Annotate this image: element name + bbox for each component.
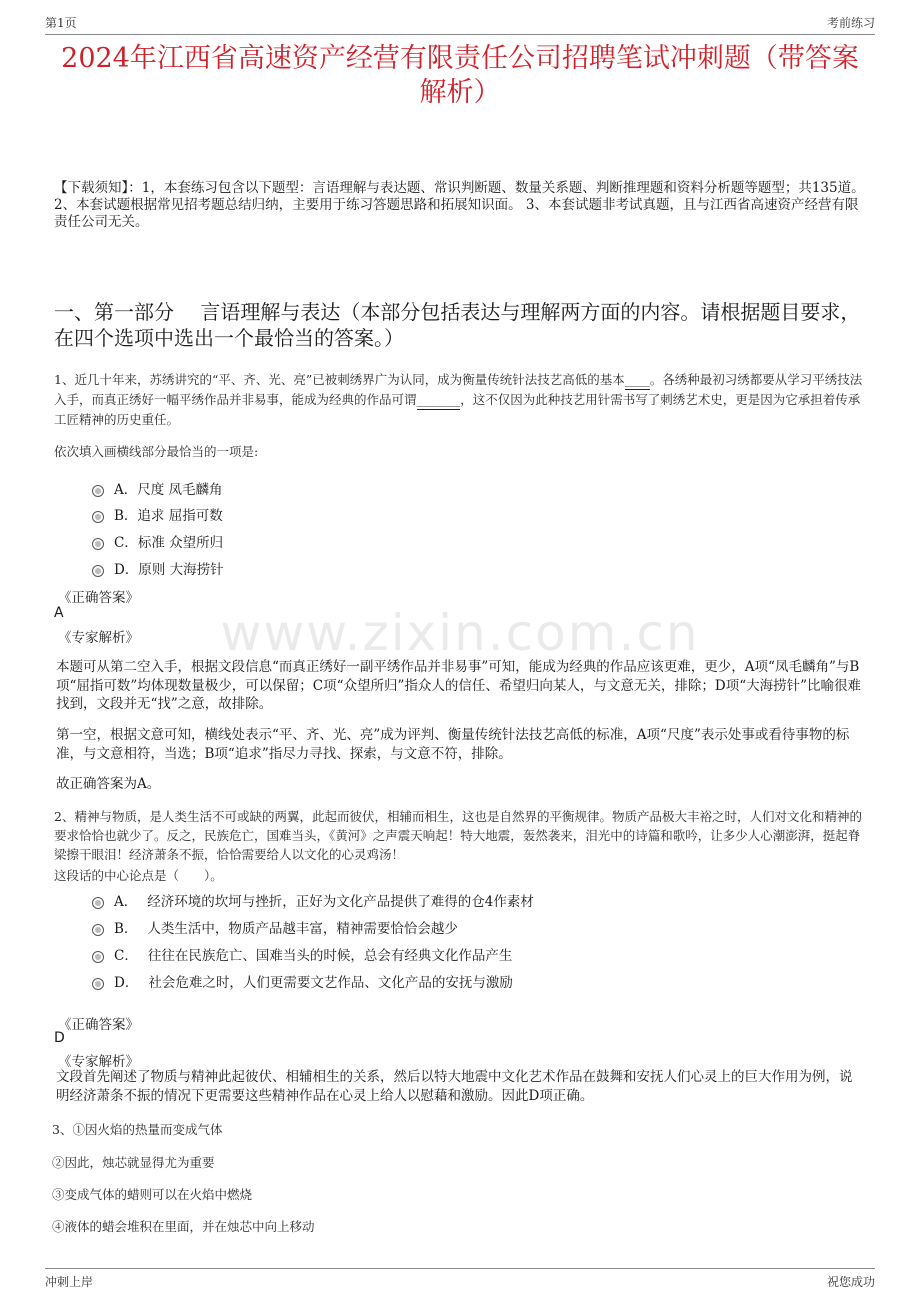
question-3-item-2: ②因此，烛芯就显得尤为重要 xyxy=(52,1155,215,1170)
option-letter: D． xyxy=(114,562,139,578)
page-footer xyxy=(45,1268,875,1291)
radio-icon[interactable] xyxy=(92,897,104,909)
radio-icon[interactable] xyxy=(92,565,104,577)
radio-icon[interactable] xyxy=(92,951,104,963)
question-1-option-d[interactable] xyxy=(92,558,224,578)
question-2-prompt: 这段话的中心论点是（ ）。 xyxy=(54,868,223,883)
question-1-blank-2: _______ xyxy=(417,390,461,410)
header-tag: 考前练习 xyxy=(826,16,875,30)
radio-icon[interactable] xyxy=(92,511,104,523)
question-2-option-a[interactable] xyxy=(92,890,534,910)
option-text: 社会危难之时，人们更需要文艺作品、文化产品的安抚与激励 xyxy=(148,975,513,991)
radio-icon[interactable] xyxy=(92,538,104,550)
option-letter: C． xyxy=(114,948,138,964)
option-text: 人类生活中，物质产品越丰富，精神需要恰恰会越少 xyxy=(147,921,458,937)
radio-icon[interactable] xyxy=(92,978,104,990)
question-1-option-a[interactable] xyxy=(92,478,223,498)
option-letter: C． xyxy=(114,535,138,551)
option-text: 往往在民族危亡、国难当头的时候，总会有经典文化作品产生 xyxy=(147,948,513,964)
question-1-analysis-para-3: 故正确答案为A。 xyxy=(56,776,161,792)
question-2-option-c[interactable] xyxy=(92,944,512,964)
option-letter: B． xyxy=(114,508,138,524)
question-3-item-3: ③变成气体的蜡则可以在火焰中燃烧 xyxy=(52,1187,253,1202)
document-title: 2024年江西省高速资产经营有限责任公司招聘笔试冲刺题（带答案解析） xyxy=(61,43,859,108)
download-notice: 【下载须知】：1，本套练习包含以下题型：言语理解与表达题、常识判断题、数量关系题、判断推理题和资料分析题等题型；共135道。 2、本套试题根据常见招考题总结归纳，主要用于练习答题思路和拓展知识面。 3、本套试题非考试真题，且与江西省高速资产经营有限责任公司无关。 xyxy=(54,180,865,230)
section-heading: 一、第一部分 言语理解与表达（本部分包括表达与理解两方面的内容。请根据题目要求，在四个选项中选出一个最恰当的答案。） xyxy=(54,300,861,350)
question-1-answer-label: 《正确答案》 xyxy=(58,590,139,606)
question-1-prompt: 依次填入画横线部分最恰当的一项是: xyxy=(54,444,259,459)
option-text: 原则 大海捞针 xyxy=(138,562,224,578)
option-text: 标准 众望所归 xyxy=(137,535,224,551)
footer-left-text: 冲刺上岸 xyxy=(45,1275,94,1289)
radio-icon[interactable] xyxy=(92,924,104,936)
question-1-text-c: ，这不仅因为此种技艺用针需书写了刺绣艺术史，更是因为它承担着传承工匠精神的历史重任。 xyxy=(54,392,861,427)
question-1-text-b: 。各绣种最初习绣都要从学习平绣技法入手，而真正绣好一幅平绣作品并非易事，能成为经典的作品可谓 xyxy=(54,372,863,407)
option-letter: B． xyxy=(114,921,138,937)
question-1-option-b[interactable] xyxy=(92,504,223,524)
option-text: 追求 屈指可数 xyxy=(137,508,223,524)
question-2-answer-label: 《正确答案》 xyxy=(58,1017,139,1033)
question-2-option-b[interactable] xyxy=(92,917,458,937)
question-1-stem xyxy=(54,370,870,429)
question-1-answer: A xyxy=(54,605,64,621)
question-2-analysis: 文段首先阐述了物质与精神此起彼伏、相辅相生的关系，然后以特大地震中文化艺术作品在鼓舞和安抚人们心灵上的巨大作用为例，说明经济萧条不振的情况下更需要这些精神作品在心灵上给人以慰藉和激励。因此D项正确。 xyxy=(56,1069,853,1104)
question-3-item-4: ④液体的蜡会堆积在里面，并在烛芯中向上移动 xyxy=(52,1219,315,1234)
question-1-option-c[interactable] xyxy=(92,531,223,551)
question-2-answer: D xyxy=(54,1030,65,1046)
question-1-analysis-label: 《专家解析》 xyxy=(58,630,139,646)
option-text: 尺度 凤毛麟角 xyxy=(137,482,223,498)
question-1-text-a: 1、近几十年来，苏绣讲究的“平、齐、光、亮”已被刺绣界广为认同，成为衡量传统针法技艺高低的基本 xyxy=(54,372,625,387)
option-letter: D． xyxy=(114,975,139,991)
option-text: 经济环境的坎坷与挫折，正好为文化产品提供了难得的仓4作素材 xyxy=(147,894,534,910)
question-1-analysis-para-1: 本题可从第二空入手，根据文段信息“而真正绣好一副平绣作品并非易事”可知，能成为经典的作品应该更难，更少，A项“凤毛麟角”与B项“屈指可数”均体现数量极少，可以保留；C项“众望所归”指众人的信任、希望归向某人，与文意无关，排除；D项“大海捞针”比喻很难找到，文段并无“找”之意，故排除。 xyxy=(56,659,862,712)
footer-right-text: 祝您成功 xyxy=(826,1275,875,1289)
question-1-analysis-para-2: 第一空，根据文意可知，横线处表示“平、齐、光、亮”成为评判、衡量传统针法技艺高低的标准，A项“尺度”表示处事或看待事物的标准，与文意相符，当选；B项“追求”指尽力寻找、探索，与文意不符，排除。 xyxy=(56,727,850,762)
option-letter: A． xyxy=(114,894,138,910)
question-2-option-d[interactable] xyxy=(92,971,513,991)
question-1-blank-1: ____ xyxy=(625,370,650,390)
page-header xyxy=(45,14,875,35)
watermark: www.zixin.com.cn xyxy=(220,604,700,662)
radio-icon[interactable] xyxy=(92,485,104,497)
question-2-stem: 2、精神与物质，是人类生活不可或缺的两翼，此起而彼伏，相辅而相生，这也是自然界的平衡规律。物质产品极大丰裕之时，人们对文化和精神的要求恰恰也就少了。反之，民族危亡，国难当头，《黄河》之声震天响起！特大地震，轰然袭来，泪光中的诗篇和歌吟，让多少人心潮澎湃，挺起脊梁擦干眼泪！经济萧条不振，恰恰需要给人以文化的心灵鸡汤！ xyxy=(54,809,862,862)
question-3-item-1: 3、①因火焰的热量而变成气体 xyxy=(52,1122,223,1137)
page-number: 第1页 xyxy=(45,16,77,30)
question-2-analysis-label: 《专家解析》 xyxy=(58,1054,139,1070)
option-letter: A． xyxy=(114,482,138,498)
